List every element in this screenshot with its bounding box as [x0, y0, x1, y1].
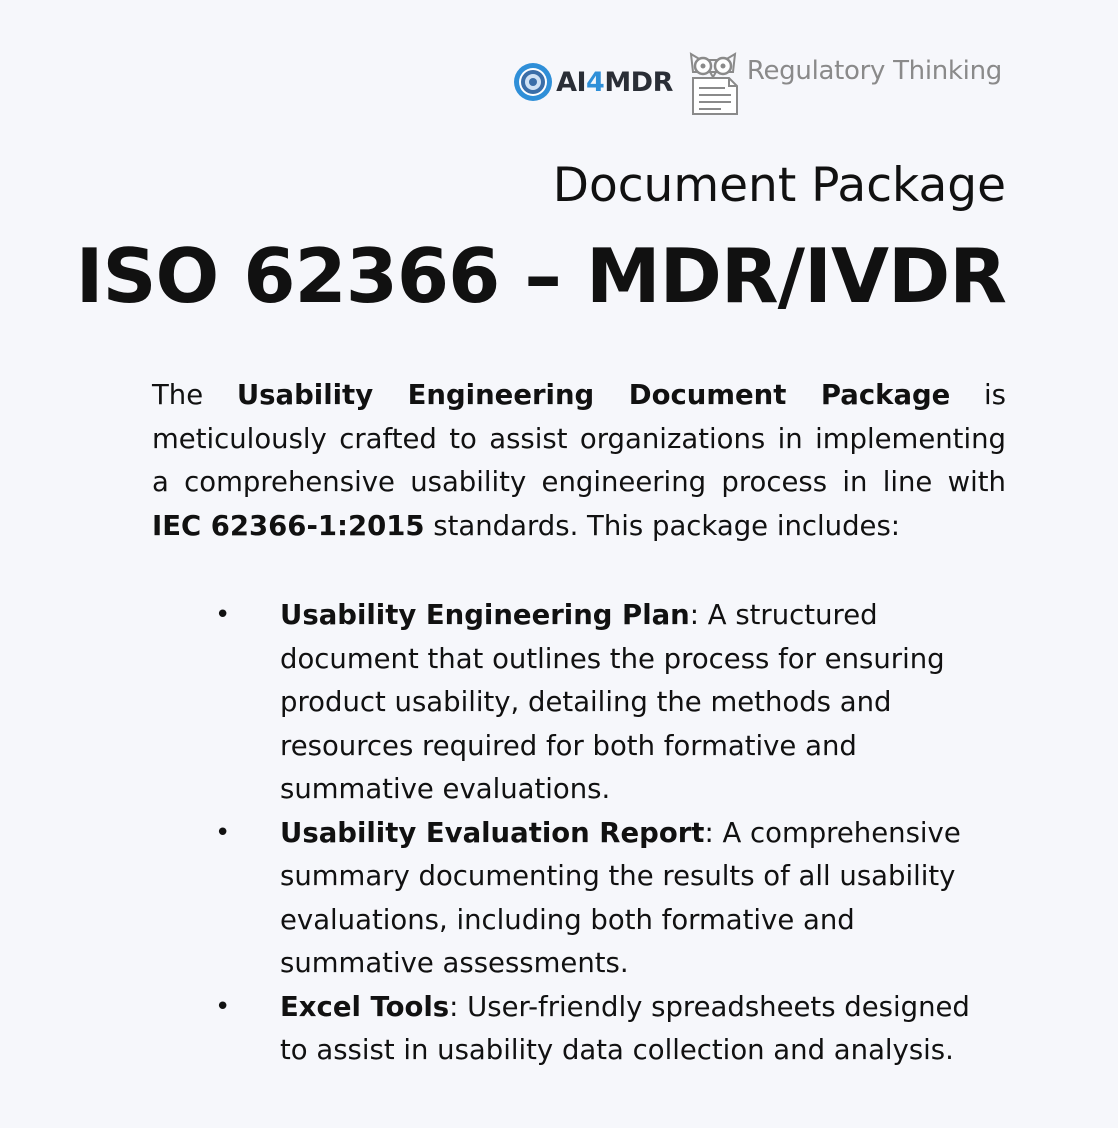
feature-description: : A comprehensive summary documenting the results of all usability evaluations, including both formative and summative assessments.: [280, 816, 961, 979]
feature-title: Usability Engineering Plan: [280, 599, 690, 631]
feature-item-excel-tools: [0, 986, 1000, 1073]
intro-text-2: is meticulously crafted to assist organizations in implementing a comprehensive usability engineering process in line with: [152, 379, 1006, 498]
intro-bold-package-name: Usability Engineering Document Package: [236, 379, 951, 411]
bullet-icon: •: [215, 600, 231, 630]
intro-text-1: The: [152, 379, 237, 411]
feature-item-usability-engineering-plan: [0, 594, 1000, 812]
intro-bold-standard: IEC 62366-1:2015: [152, 509, 425, 542]
regulatory-thinking-wordmark: Regulatory Thinking: [746, 56, 1002, 86]
owl-document-icon: [685, 48, 741, 116]
feature-description: : User-friendly spreadsheets designed to assist in usability data collection and analysis.: [280, 990, 970, 1066]
regulatory-thinking-logo: [685, 48, 1002, 116]
bullet-icon: •: [215, 991, 231, 1022]
feature-title: Excel Tools: [280, 990, 450, 1023]
feature-item-usability-evaluation-report: [0, 812, 1000, 986]
intro-text-3: standards. This package includes:: [424, 509, 901, 542]
feature-description: : A structured document that outlines the process for ensuring product usability, detailing the methods and resources required for both formative and summative evaluations.: [280, 599, 945, 805]
ai4mdr-logo: [512, 61, 673, 103]
ai4mdr-wordmark: AI4MDR: [556, 66, 673, 98]
intro-paragraph: [152, 374, 1006, 548]
bullet-icon: •: [215, 817, 231, 848]
ai4mdr-emblem-icon: [512, 61, 554, 103]
feature-title: Usability Evaluation Report: [280, 816, 705, 849]
document-title: ISO 62366 – MDR/IVDR: [75, 232, 1006, 320]
feature-list: [0, 594, 1000, 1073]
document-subtitle: Document Package: [552, 158, 1006, 213]
header-logos: [512, 48, 1002, 116]
